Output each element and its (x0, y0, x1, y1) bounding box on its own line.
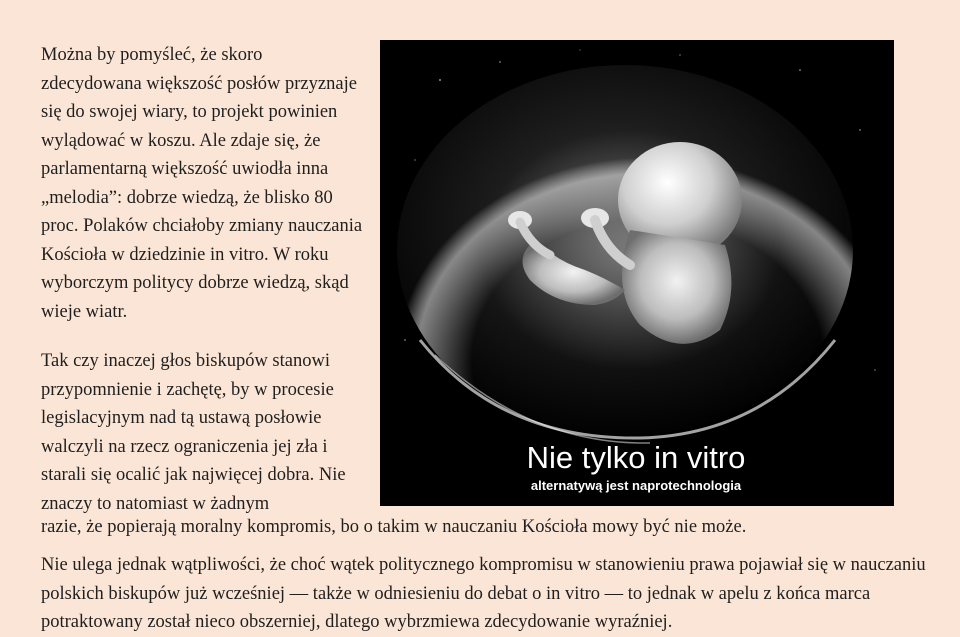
embryo-poster-image (380, 40, 894, 506)
paragraph-bishops: Tak czy inaczej głos biskupów stanowi przypomnienie i zachętę, by w procesie legislacyjnym nad tą ustawą posłowie walczyli na rzecz ograniczenia jej zła i starali się ocalić jak najwięcej dobra. Nie znaczy to natomiast w żadnym (41, 351, 346, 514)
paragraph-bishops-continued: razie, że popierają moralny kompromis, bo o takim w nauczaniu Kościoła mowy być nie może. (41, 517, 747, 537)
poster-title: Nie tylko in vitro (526, 440, 746, 475)
paragraph-compromise: Nie ulega jednak wątpliwości, że choć wątek politycznego kompromisu w stanowieniu prawa pojawiał się w nauczaniu polskich biskupów już wcześniej — także w odniesieniu do debat o in vitro — to jednak w apelu z końca marca potraktowany został nieco obszerniej, dlatego wybrzmiewa zdecydowanie wyraźniej. (41, 555, 926, 632)
embryo-illustration (380, 40, 894, 506)
poster-subtitle: alternatywą jest naprotechnologia (530, 478, 742, 493)
paragraph-intro: Można by pomyśleć, że skoro zdecydowana większość posłów przyznaje się do swojej wiary, to projekt powinien wylądować w koszu. Ale zdaje się, że parlamentarną większość uwiodła inna „melodia”: dobrze wiedzą, że blisko 80 proc. Polaków chciałoby zmiany nauczania Kościoła w dziedzinie in vitro. W roku wyborczym politycy dobrze wiedzą, skąd wieje wiatr. (41, 45, 363, 322)
